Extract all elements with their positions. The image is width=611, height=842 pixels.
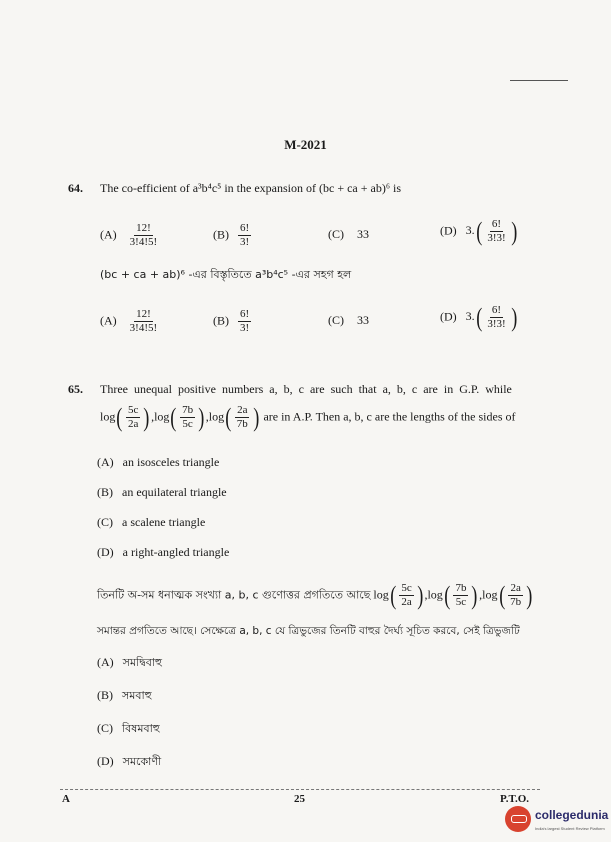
q65-option-b: (B) an equilateral triangle — [97, 485, 227, 499]
question-65-text-line2: log ( $\frac{5c}{2a}$ ) ,log ( $\frac{7b}{5c}$ ) ,log ( $\frac{2a}{7b}$ ) are in A.P. Then a, b, c are the lengths of the sides of — [100, 404, 516, 431]
q64-bn-option-d: (D) 3. ( $\frac{6!}{3!3!}$ ) — [440, 304, 518, 331]
q65-option-a: (A) an isosceles triangle — [97, 455, 220, 469]
footer-rule — [60, 789, 540, 790]
q64-option-c: (C) 33 — [328, 227, 369, 241]
question-64-text: The co-efficient of a³b⁴c⁵ in the expansion of (bc + ca + ab)⁶ is — [100, 181, 402, 195]
q65-option-c: (C) a scalene triangle — [97, 515, 206, 529]
question-65-text-bengali-line1: তিনটি অ-সম ধনাত্মক সংখ্যা a, b, c গুণোত্তর প্রগতিতে আছে log ( $\frac{5c}{2a}$ ) ,log ( $\frac{7b}{5c}$ ) ,log ( $\frac{2a}{7b}$ ) — [97, 582, 534, 609]
q64-bn-option-b: (B) $\frac{6!}{3!}$ — [213, 308, 250, 334]
question-65-number: 65. — [68, 382, 83, 396]
logo-tagline: India's largest Student Review Platform — [535, 826, 605, 831]
q64-option-a: (A) $\frac{12!}{3!4!5!}$ — [100, 222, 158, 248]
q64-bn-option-a: (A) $\frac{12!}{3!4!5!}$ — [100, 308, 158, 334]
question-64-number: 64. — [68, 181, 83, 195]
paper-code: M-2021 — [284, 137, 327, 152]
q65-bn-option-a: (A) সমদ্বিবাহু — [97, 655, 163, 669]
graduate-icon — [505, 806, 531, 832]
q65-bn-option-b: (B) সমবাহু — [97, 688, 152, 702]
footer-booklet-code: A — [62, 793, 70, 805]
question-65-text-line1: Three unequal positive numbers a, b, c are such that a, b, c are in G.P. while — [100, 382, 512, 396]
q64-bn-option-c: (C) 33 — [328, 313, 369, 327]
footer-page-number: 25 — [294, 793, 305, 805]
collegedunia-logo — [505, 804, 611, 842]
q65-bn-option-c: (C) বিষমবাহু — [97, 721, 160, 735]
question-64-text-bengali: (bc + ca + ab)⁶ -এর বিস্তৃতিতে a³b⁴c⁵ -এর সহগ হল — [100, 268, 352, 281]
q64-option-b: (B) $\frac{6!}{3!}$ — [213, 222, 250, 248]
question-65-text-bengali-line2: সমান্তর প্রগতিতে আছে। সেক্ষেত্রে a, b, c যে ত্রিভুজের তিনটি বাহুর দৈর্ঘ্য সূচিত করবে, সেই ত্রিভুজটি — [97, 625, 520, 637]
top-rule — [510, 80, 568, 81]
logo-name: collegedunia — [535, 808, 609, 822]
q64-option-d: (D) 3. ( $\frac{6!}{3!3!}$ ) — [440, 218, 518, 245]
q65-option-d: (D) a right-angled triangle — [97, 545, 230, 559]
footer-pto: P.T.O. — [500, 793, 530, 805]
q65-bn-option-d: (D) সমকোণী — [97, 754, 162, 768]
